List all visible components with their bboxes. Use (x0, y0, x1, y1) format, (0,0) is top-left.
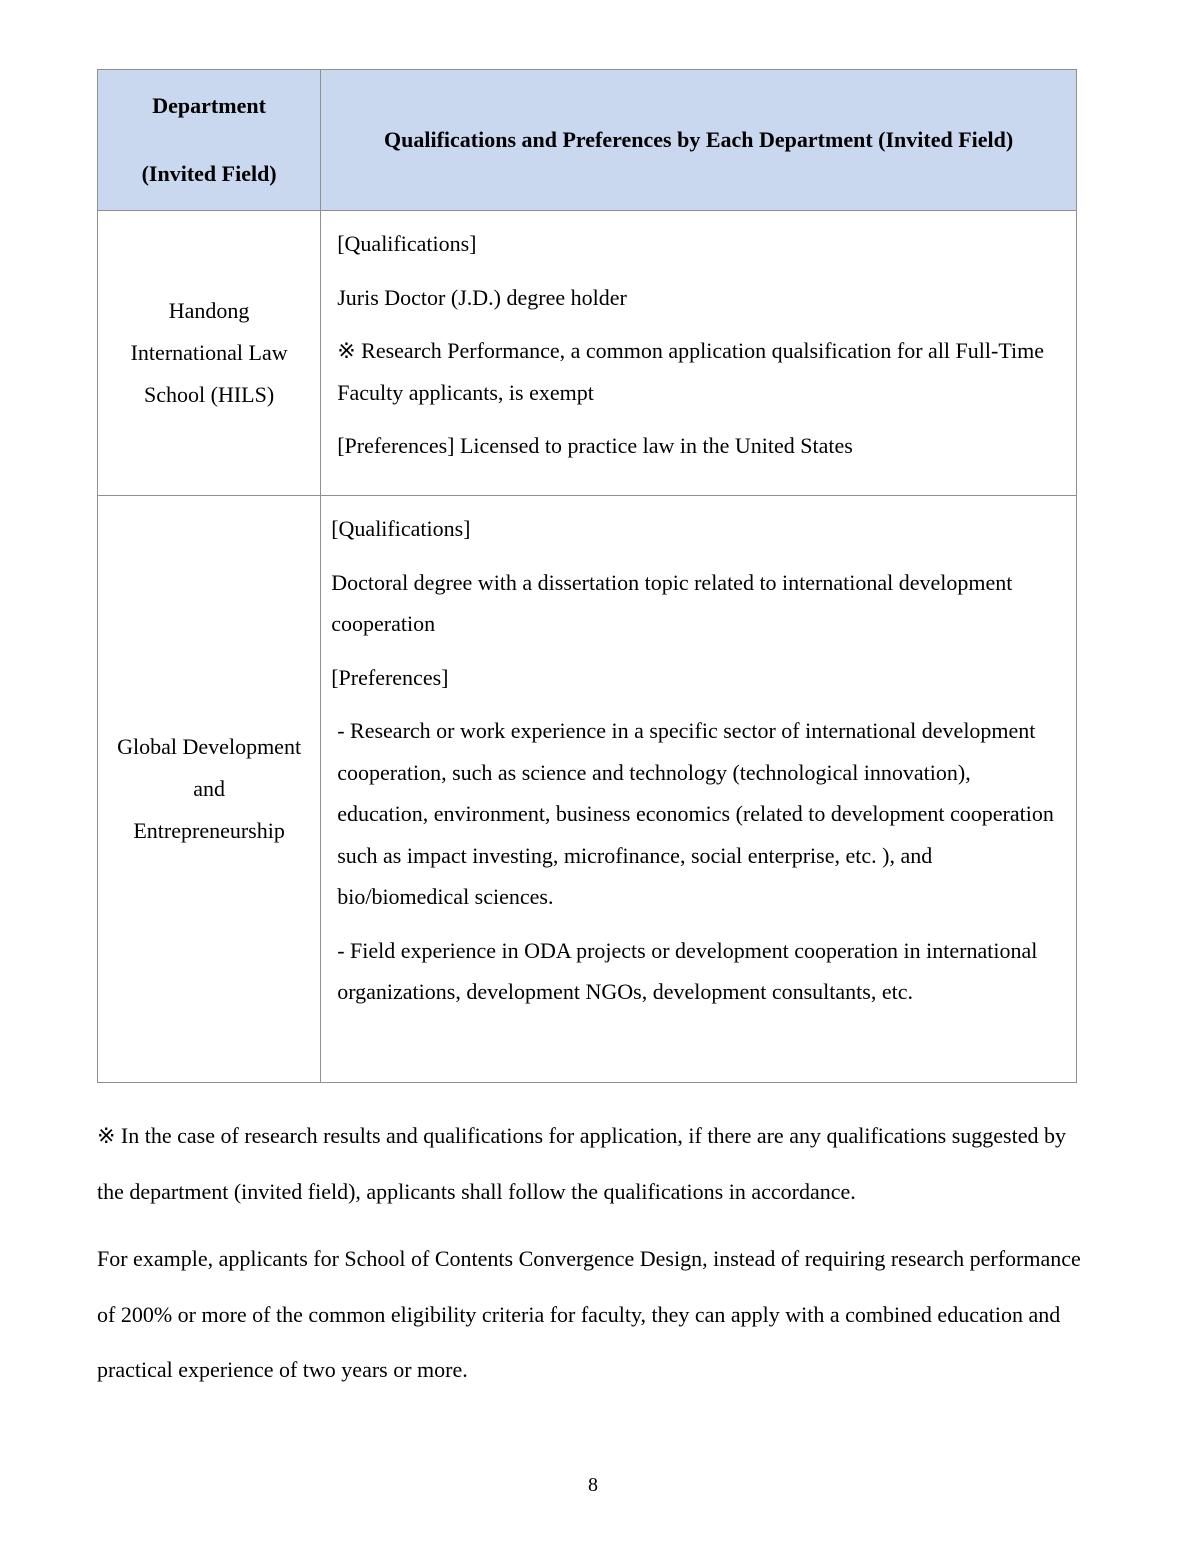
department-line: Global Development (117, 734, 302, 759)
qualifications-cell-global-development (321, 496, 1077, 1083)
department-cell-hils (98, 211, 321, 496)
footnote-paragraph: For example, applicants for School of Contents Convergence Design, instead of requiring research performance of 200% or more of the common eligibility criteria for faculty, they can apply with a combined education and practical experience of two years or more. (97, 1246, 1081, 1382)
header-department-line2: (Invited Field) (141, 161, 277, 186)
preferences-heading: [Preferences] (331, 664, 449, 690)
qualifications-table (97, 69, 1077, 1083)
preferences-item: [Preferences] Licensed to practice law in the United States (337, 433, 853, 458)
qualification-item: Juris Doctor (J.D.) degree holder (337, 284, 627, 310)
preference-item: - Field experience in ODA projects or development cooperation in international organizations, development NGOs, development consultants, etc. (337, 937, 1038, 1004)
table-row (98, 211, 1077, 496)
qualifications-cell-hils (321, 211, 1077, 496)
qualifications-heading: [Qualifications] (337, 231, 477, 256)
department-cell-global-development (98, 496, 321, 1083)
department-line: School (HILS) (144, 382, 275, 407)
footnote-paragraph: ※ In the case of research results and qualifications for application, if there are any qualifications suggested by the department (invited field), applicants shall follow the qualifications in accordance. (97, 1123, 1066, 1204)
department-line: and (193, 776, 225, 801)
qualifications-heading: [Qualifications] (331, 516, 471, 541)
header-qualifications: Qualifications and Preferences by Each Department (Invited Field) (321, 70, 1077, 211)
preference-item: - Research or work experience in a specific sector of international development cooperation, such as science and technology (technological innovation), education, environment, business economics (related to development cooperation such as impact investing, microfinance, social enterprise, etc. ), and bio/biomedical sciences. (337, 718, 1054, 909)
header-department (98, 70, 321, 211)
exemption-note: ※ Research Performance, a common application qualsification for all Full-Time Faculty applicants, is exempt (337, 338, 1044, 405)
qualification-item: Doctoral degree with a dissertation topic related to international development cooperation (331, 569, 1013, 636)
footnotes (97, 1108, 1087, 1410)
department-line: Entrepreneurship (133, 818, 285, 843)
table-row (98, 496, 1077, 1083)
page-number: 8 (588, 1474, 598, 1496)
header-department-line1: Department (152, 93, 266, 118)
department-line: International Law (130, 340, 288, 365)
table-header-row (98, 70, 1077, 211)
department-line: Handong (168, 298, 250, 323)
